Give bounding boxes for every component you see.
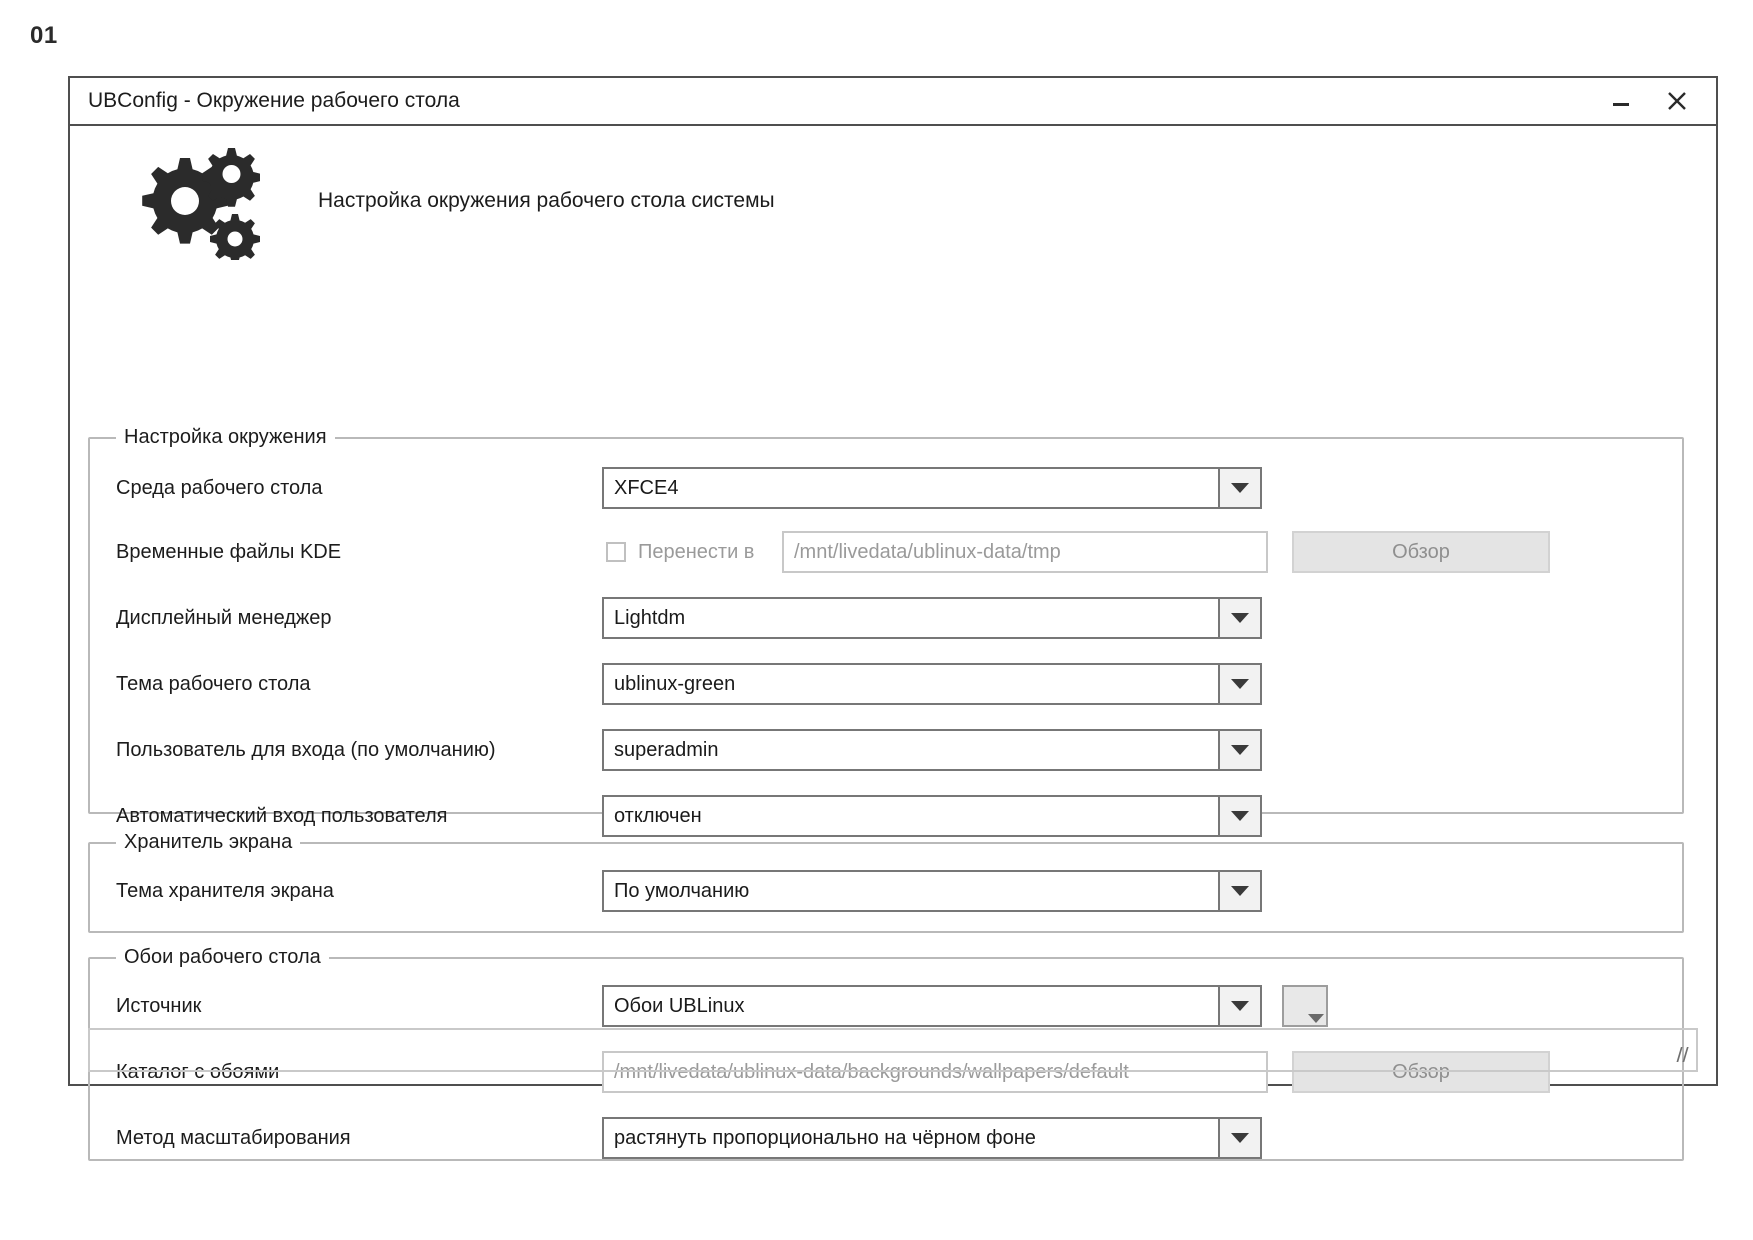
chevron-down-icon[interactable] — [1218, 872, 1260, 910]
label-autologin: Автоматический вход пользователя — [116, 804, 448, 827]
statusbar — [88, 1028, 1698, 1072]
chevron-down-icon[interactable] — [1218, 1119, 1260, 1157]
combo-wallpaper-source-value: Обои UBLinux — [614, 994, 745, 1017]
row-saver-theme — [116, 870, 334, 912]
combo-desktop-theme[interactable] — [602, 663, 1262, 705]
row-display-manager — [116, 597, 332, 639]
row-kde-tmp — [116, 531, 341, 573]
input-kde-tmp-path[interactable]: /mnt/livedata/ublinux-data/tmp — [782, 531, 1268, 573]
label-wallpaper-source: Источник — [116, 994, 202, 1017]
chevron-down-icon[interactable] — [1218, 599, 1260, 637]
label-display-manager: Дисплейный менеджер — [116, 606, 332, 629]
header-caption: Настройка окружения рабочего стола системы — [318, 189, 775, 212]
checkbox-move-tmp-label: Перенести в — [638, 540, 755, 563]
chevron-down-icon[interactable] — [1218, 665, 1260, 703]
chevron-down-icon[interactable] — [1218, 469, 1260, 507]
label-saver-theme: Тема хранителя экрана — [116, 879, 334, 902]
label-wallpaper-catalog: Каталог с обоями — [116, 1060, 280, 1083]
group-environment-legend: Настройка окружения — [124, 426, 327, 448]
minimize-icon[interactable] — [1606, 86, 1636, 116]
background-color-picker[interactable] — [1282, 985, 1328, 1027]
row-login-user — [116, 729, 496, 771]
window-body — [70, 126, 1716, 1149]
combo-desktop-env[interactable] — [602, 467, 1262, 509]
checkbox-move-tmp[interactable] — [606, 531, 754, 573]
group-wallpaper-legend: Обои рабочего стола — [124, 946, 321, 968]
window-title: UBConfig - Окружение рабочего стола — [88, 89, 460, 112]
combo-display-manager-value: Lightdm — [614, 606, 686, 629]
close-icon[interactable] — [1662, 86, 1692, 116]
row-desktop-env — [116, 467, 322, 509]
label-kde-tmp: Временные файлы KDE — [116, 540, 342, 563]
row-scaling-method — [116, 1117, 351, 1159]
combo-wallpaper-source[interactable] — [602, 985, 1262, 1027]
label-login-user: Пользователь для входа (по умолчанию) — [116, 738, 496, 761]
checkbox-move-tmp-box[interactable] — [606, 542, 626, 562]
label-scaling-method: Метод масштабирования — [116, 1126, 351, 1149]
combo-desktop-env-value: XFCE4 — [614, 476, 679, 499]
row-wallpaper-source — [116, 985, 201, 1027]
window-controls — [1606, 86, 1702, 116]
combo-scaling-method[interactable] — [602, 1117, 1262, 1159]
chevron-down-icon[interactable] — [1218, 731, 1260, 769]
row-desktop-theme — [116, 663, 311, 705]
combo-login-user[interactable] — [602, 729, 1262, 771]
browse-wallpaper-catalog-button[interactable]: Обзор — [1292, 1051, 1550, 1093]
group-screensaver-legend: Хранитель экрана — [124, 831, 293, 853]
figure-number: 01 — [30, 22, 58, 49]
window-titlebar[interactable] — [70, 78, 1716, 126]
ubconfig-window — [68, 76, 1718, 1149]
resize-grip-icon[interactable]: // — [1676, 1045, 1689, 1067]
combo-autologin-value: отключен — [614, 804, 702, 827]
chevron-down-icon[interactable] — [1218, 987, 1260, 1025]
chevron-down-icon — [1308, 1014, 1324, 1023]
group-environment — [88, 426, 1684, 827]
group-screensaver — [88, 831, 1684, 933]
combo-saver-theme-value: По умолчанию — [614, 879, 750, 902]
browse-kde-tmp-button[interactable]: Обзор — [1292, 531, 1550, 573]
combo-saver-theme[interactable] — [602, 870, 1262, 912]
input-wallpaper-catalog[interactable]: /mnt/livedata/ublinux-data/backgrounds/wallpapers/default — [602, 1051, 1268, 1093]
label-desktop-env: Среда рабочего стола — [116, 476, 323, 499]
combo-desktop-theme-value: ublinux-green — [614, 672, 736, 695]
combo-scaling-method-value: растянуть пропорционально на чёрном фоне — [614, 1126, 1036, 1149]
gears-icon — [128, 142, 260, 260]
combo-login-user-value: superadmin — [614, 738, 719, 761]
label-desktop-theme: Тема рабочего стола — [116, 672, 311, 695]
chevron-down-icon[interactable] — [1218, 797, 1260, 835]
combo-display-manager[interactable] — [602, 597, 1262, 639]
header-row — [88, 126, 1698, 276]
